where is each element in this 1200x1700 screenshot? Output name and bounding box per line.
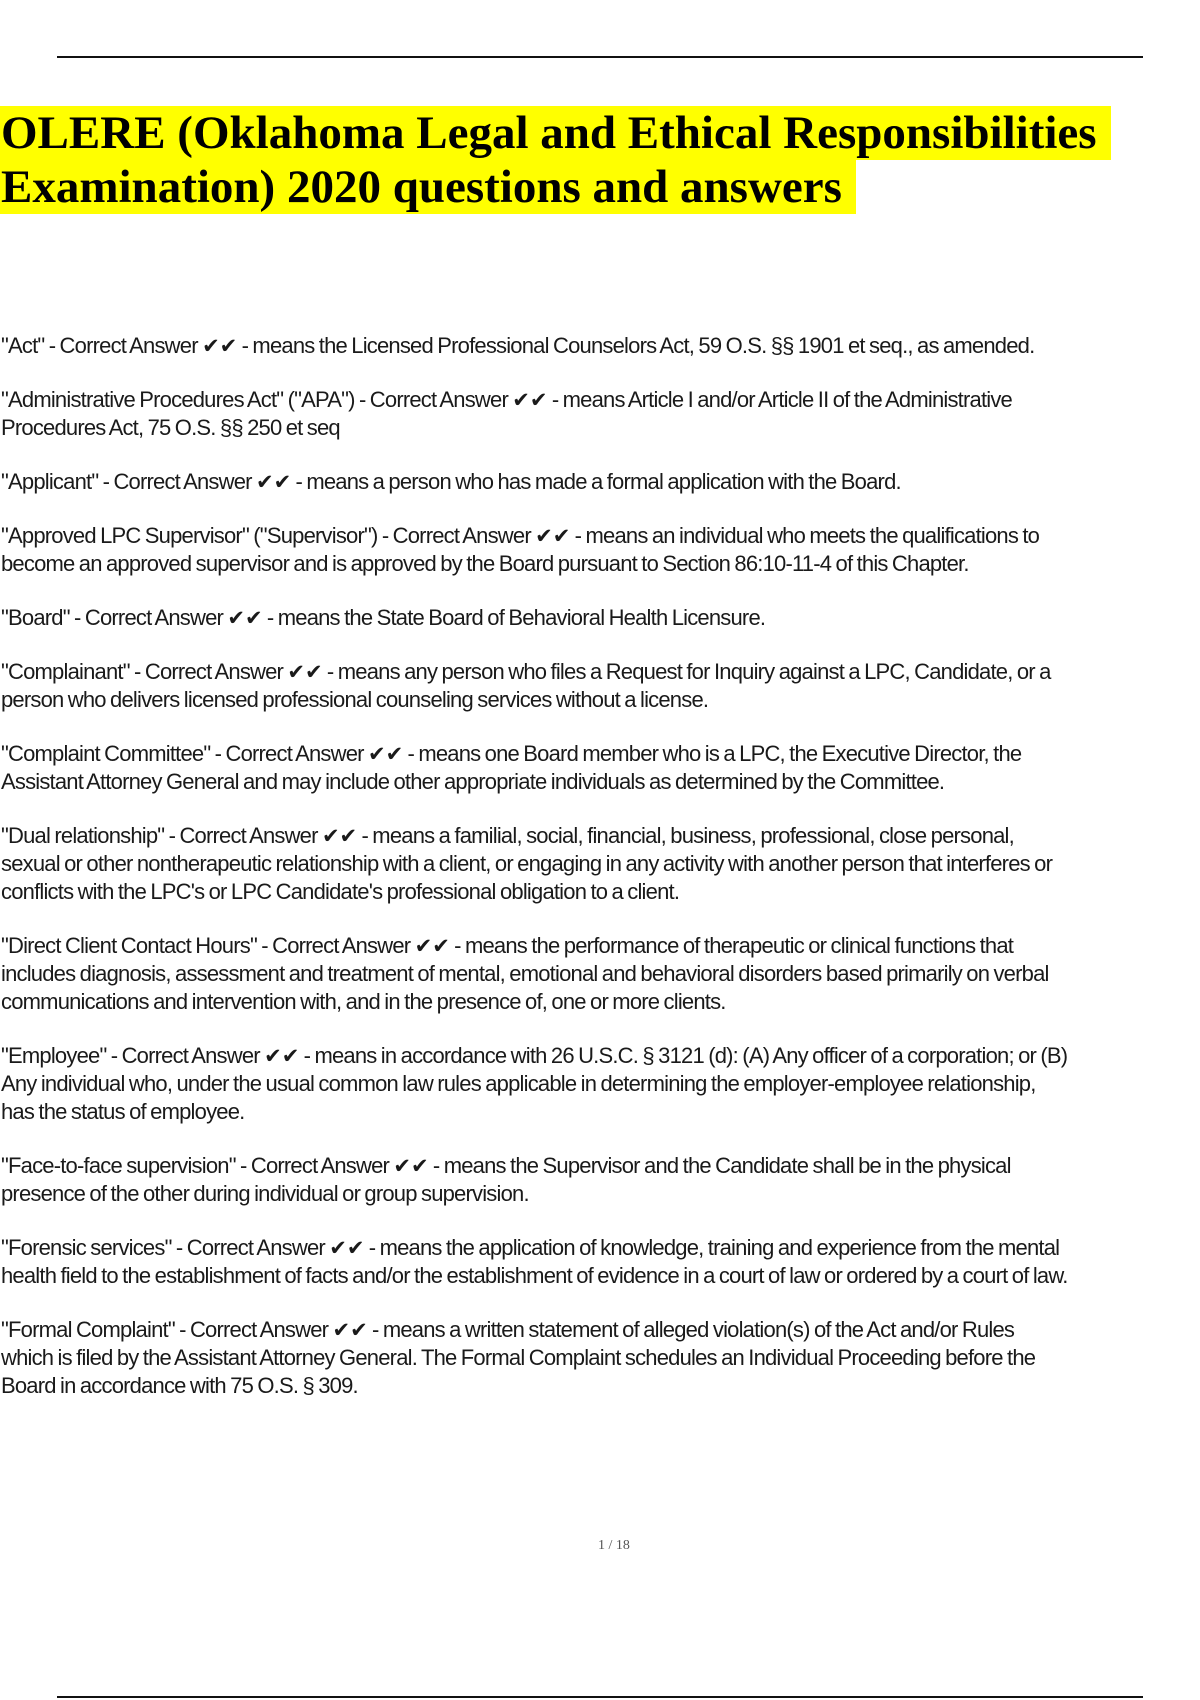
- definition-text: - means the performance of therapeutic or clinical functions that includes diagnosis, assessment and treatment of mental, emotional and behavioral disorders based primarily on verbal communications and intervention with, and in the presence of, one or more clients.: [1, 933, 1049, 1014]
- checkmark-icon: ✔✔: [227, 606, 263, 630]
- definition-text: - means in accordance with 26 U.S.C. § 3121 (d): (A) Any officer of a corporation; or (B) Any individual who, under the usual common law rules applicable in determining the employer-employee relationship, has the status of employee.: [1, 1043, 1068, 1124]
- definition-text: - means the application of knowledge, training and experience from the mental health field to the establishment of facts and/or the establishment of evidence in a court of law or ordered by a court of law.: [1, 1235, 1068, 1288]
- definition-entry: [1, 822, 1200, 906]
- definition-text: - means an individual who meets the qualifications to become an approved supervisor and is approved by the Board pursuant to Section 86:10-11-4 of this Chapter.: [1, 523, 1040, 576]
- definition-entry: [1, 522, 1200, 578]
- definition-term: "Administrative Procedures Act" ("APA") - Correct Answer: [1, 387, 508, 412]
- definition-entry: [1, 932, 1200, 1016]
- title-line-2: Examination) 2020 questions and answers: [0, 160, 856, 214]
- title-line-1: OLERE (Oklahoma Legal and Ethical Responsibilities: [0, 106, 1111, 160]
- top-rule: [57, 56, 1143, 58]
- definition-term: "Direct Client Contact Hours" - Correct Answer: [1, 933, 411, 958]
- checkmark-icon: ✔✔: [202, 334, 238, 358]
- definition-term: "Complaint Committee" - Correct Answer: [1, 741, 364, 766]
- definition-term: "Complainant" - Correct Answer: [1, 659, 284, 684]
- definition-entry: [1, 1316, 1200, 1400]
- definition-text: - means a familial, social, financial, business, professional, close personal, sexual or other nontherapeutic relationship with a client, or engaging in any activity with another person that interferes or conflicts with the LPC's or LPC Candidate's professional obligation to a client.: [1, 823, 1053, 904]
- document-title: [0, 106, 1111, 214]
- definition-text: - means a person who has made a formal application with the Board.: [295, 469, 901, 494]
- checkmark-icon: ✔✔: [332, 1318, 368, 1342]
- page-number: 1 / 18: [598, 1538, 630, 1553]
- definition-entry: [1, 658, 1200, 714]
- definition-term: "Board" - Correct Answer: [1, 605, 224, 630]
- definition-text: - means the Licensed Professional Counselors Act, 59 O.S. §§ 1901 et seq., as amended.: [241, 333, 1035, 358]
- definition-entry: [1, 1152, 1200, 1208]
- definition-term: "Dual relationship" - Correct Answer: [1, 823, 318, 848]
- bottom-rule: [57, 1696, 1143, 1698]
- checkmark-icon: ✔✔: [264, 1044, 300, 1068]
- checkmark-icon: ✔✔: [535, 524, 571, 548]
- definitions-list: [1, 332, 1200, 1426]
- definition-entry: [1, 604, 1200, 632]
- checkmark-icon: ✔✔: [367, 742, 404, 766]
- definition-entry: [1, 1042, 1200, 1126]
- definition-entry: [1, 468, 1200, 496]
- definition-entry: [1, 740, 1200, 796]
- definition-term: "Act" - Correct Answer: [1, 333, 198, 358]
- definition-text: - means any person who files a Request for Inquiry against a LPC, Candidate, or a person who delivers licensed professional counseling services without a license.: [1, 659, 1051, 712]
- checkmark-icon: ✔✔: [255, 470, 292, 494]
- checkmark-icon: ✔✔: [414, 934, 450, 958]
- definition-entry: [1, 332, 1200, 360]
- definition-term: "Formal Complaint" - Correct Answer: [1, 1317, 329, 1342]
- definition-text: - means a written statement of alleged violation(s) of the Act and/or Rules which is filed by the Assistant Attorney General. The Formal Complaint schedules an Individual Proceeding before the Board in accordance with 75 O.S. § 309.: [1, 1317, 1036, 1398]
- definition-entry: [1, 386, 1200, 442]
- definition-entry: [1, 1234, 1200, 1290]
- definition-text: - means one Board member who is a LPC, the Executive Director, the Assistant Attorney General and may include other appropriate individuals as determined by the Committee.: [1, 741, 1022, 794]
- checkmark-icon: ✔✔: [321, 824, 358, 848]
- definition-term: "Applicant" - Correct Answer: [1, 469, 252, 494]
- definition-term: "Employee" - Correct Answer: [1, 1043, 260, 1068]
- definition-term: "Approved LPC Supervisor" ("Supervisor") - Correct Answer: [1, 523, 531, 548]
- definition-term: "Forensic services" - Correct Answer: [1, 1235, 325, 1260]
- checkmark-icon: ✔✔: [329, 1236, 365, 1260]
- checkmark-icon: ✔✔: [287, 660, 323, 684]
- definition-text: - means Article I and/or Article II of the Administrative Procedures Act, 75 O.S. §§ 250 et seq: [1, 387, 1012, 440]
- checkmark-icon: ✔✔: [512, 388, 548, 412]
- definition-term: "Face-to-face supervision" - Correct Answer: [1, 1153, 390, 1178]
- checkmark-icon: ✔✔: [393, 1154, 429, 1178]
- definition-text: - means the Supervisor and the Candidate shall be in the physical presence of the other during individual or group supervision.: [1, 1153, 1011, 1206]
- definition-text: - means the State Board of Behavioral Health Licensure.: [266, 605, 766, 630]
